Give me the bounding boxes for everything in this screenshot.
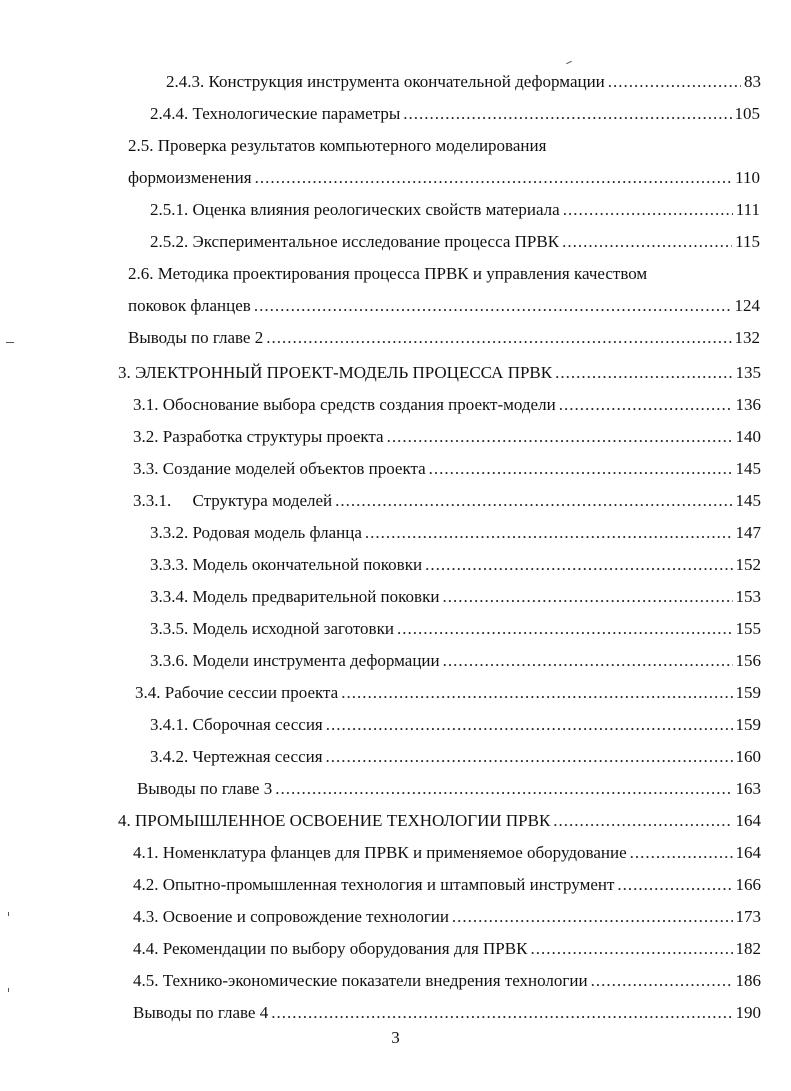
- toc-entry-3-4: [135, 679, 761, 707]
- toc-entry-4-4: [133, 935, 761, 963]
- toc-leader-dots: [442, 583, 732, 611]
- toc-entry-title: 3.1. Обоснование выбора средств создания проект-модели: [133, 395, 556, 414]
- toc-entry-page: 132: [734, 328, 760, 347]
- toc-leader-dots: [255, 164, 733, 192]
- toc-leader-dots: [563, 196, 733, 224]
- toc-leader-dots: [608, 68, 741, 96]
- scan-speck: [566, 61, 572, 64]
- toc-leader-dots: [553, 807, 732, 835]
- toc-entry-page: 105: [734, 104, 760, 123]
- toc-leader-dots: [530, 935, 732, 963]
- toc-leader-dots: [562, 228, 732, 256]
- toc-entry-4-1: [133, 839, 761, 867]
- toc-entry-page: 136: [735, 395, 761, 414]
- toc-entry-title: 3.3. Создание моделей объектов проекта: [133, 459, 426, 478]
- toc-entry-title: 3.3.1. Структура моделей: [133, 491, 333, 510]
- toc-entry-page: 160: [735, 747, 761, 766]
- toc-entry-3-3-4: [150, 583, 761, 611]
- page-number: 3: [391, 1028, 400, 1047]
- toc-entry-title: 3.4.2. Чертежная сессия: [150, 747, 323, 766]
- toc-entry-conclusions-3: [137, 775, 761, 803]
- toc-entry-page: 135: [735, 363, 761, 382]
- toc-entry-title: 3.3.4. Модель предварительной поковки: [150, 587, 440, 606]
- toc-leader-dots: [559, 391, 733, 419]
- toc-leader-dots: [271, 999, 732, 1027]
- toc-leader-dots: [591, 967, 733, 995]
- toc-leader-dots: [452, 903, 733, 931]
- toc-entry-page: 166: [735, 875, 761, 894]
- toc-entry-title: 3.2. Разработка структуры проекта: [133, 427, 384, 446]
- toc-entry-conclusions-4: [133, 999, 761, 1027]
- toc-leader-dots: [326, 711, 733, 739]
- toc-entry-3-3-3: [150, 551, 761, 579]
- toc-entry-title: 2.5. Проверка результатов компьютерного моделирования: [128, 136, 547, 155]
- toc-entry-title: 3.4.1. Сборочная сессия: [150, 715, 323, 734]
- toc-entry-3-2: [133, 423, 761, 451]
- toc-entry-page: 110: [735, 168, 760, 187]
- toc-entry-4-5: [133, 967, 761, 995]
- toc-entry-2-6-cont: [128, 292, 760, 320]
- toc-entry-title: 4.1. Номенклатура фланцев для ПРВК и применяемое оборудование: [133, 843, 627, 862]
- toc-entry-page: 159: [735, 683, 761, 702]
- toc-entry-page: 147: [735, 523, 761, 542]
- toc-entry-page: 153: [735, 587, 761, 606]
- toc-entry-page: 145: [735, 491, 761, 510]
- toc-entry-page: 83: [744, 72, 761, 91]
- toc-entry-2-4-3: [166, 68, 761, 96]
- toc-entry-page: 111: [735, 200, 760, 219]
- toc-chapter-3: [118, 359, 761, 387]
- toc-entry-title: формоизменения: [128, 168, 252, 187]
- toc-entry-page: 190: [735, 1003, 761, 1022]
- toc-entry-2-6: [128, 260, 760, 288]
- toc-entry-page: 164: [735, 811, 761, 830]
- toc-entry-title: 2.5.1. Оценка влияния реологических свойств материала: [150, 200, 560, 219]
- toc-leader-dots: [429, 455, 733, 483]
- toc-entry-title: 2.5.2. Экспериментальное исследование процесса ПРВК: [150, 232, 560, 251]
- toc-entry-title: 4.4. Рекомендации по выбору оборудования для ПРВК: [133, 939, 528, 958]
- toc-entry-2-5: [128, 132, 760, 160]
- toc-entry-title: 2.6. Методика проектирования процесса ПРВК и управления качеством: [128, 264, 648, 283]
- toc-leader-dots: [266, 324, 731, 352]
- toc-leader-dots: [335, 487, 732, 515]
- toc-entry-page: 156: [735, 651, 761, 670]
- scan-speck: [6, 342, 14, 343]
- toc-entry-page: 152: [735, 555, 761, 574]
- toc-entry-3-3: [133, 455, 761, 483]
- toc-entry-4-3: [133, 903, 761, 931]
- toc-leader-dots: [341, 679, 732, 707]
- toc-entry-title: 2.4.4. Технологические параметры: [150, 104, 401, 123]
- toc-entry-2-5-1: [150, 196, 760, 224]
- toc-entry-page: 115: [735, 232, 760, 251]
- toc-entry-page: 124: [734, 296, 760, 315]
- toc-entry-title: 3. ЭЛЕКТРОННЫЙ ПРОЕКТ-МОДЕЛЬ ПРОЦЕССА ПРВК: [118, 363, 553, 382]
- toc-entry-conclusions-2: [128, 324, 760, 352]
- toc-entry-title: Выводы по главе 4: [133, 1003, 269, 1022]
- toc-entry-title: Выводы по главе 3: [137, 779, 273, 798]
- toc-entry-4-2: [133, 871, 761, 899]
- toc-entry-3-3-5: [150, 615, 761, 643]
- toc-leader-dots: [403, 100, 731, 128]
- toc-entry-page: 164: [735, 843, 761, 862]
- toc-entry-title: 3.3.5. Модель исходной заготовки: [150, 619, 394, 638]
- toc-leader-dots: [254, 292, 732, 320]
- toc-entry-2-5-cont: [128, 164, 760, 192]
- toc-entry-title: 4.3. Освоение и сопровождение технологии: [133, 907, 449, 926]
- toc-entry-title: 4. ПРОМЫШЛЕННОЕ ОСВОЕНИЕ ТЕХНОЛОГИИ ПРВК: [118, 811, 551, 830]
- toc-entry-title: 4.5. Технико-экономические показатели внедрения технологии: [133, 971, 588, 990]
- toc-entry-title: 3.3.3. Модель окончательной поковки: [150, 555, 423, 574]
- toc-leader-dots: [397, 615, 733, 643]
- toc-entry-page: 163: [735, 779, 761, 798]
- toc-entry-2-4-4: [150, 100, 760, 128]
- toc-chapter-4: [118, 807, 761, 835]
- toc-entry-3-3-2: [150, 519, 761, 547]
- toc-entry-page: 145: [735, 459, 761, 478]
- toc-entry-page: 186: [735, 971, 761, 990]
- toc-entry-3-1: [133, 391, 761, 419]
- toc-entry-page: 140: [735, 427, 761, 446]
- toc-entry-title: Выводы по главе 2: [128, 328, 264, 347]
- toc-leader-dots: [326, 743, 733, 771]
- toc-leader-dots: [443, 647, 733, 675]
- scan-speck: [8, 988, 9, 992]
- toc-entry-title: 3.3.2. Родовая модель фланца: [150, 523, 362, 542]
- toc-entry-title: 3.4. Рабочие сессии проекта: [135, 683, 339, 702]
- toc-entry-3-3-1: [133, 487, 761, 515]
- toc-leader-dots: [555, 359, 732, 387]
- toc-entry-page: 173: [735, 907, 761, 926]
- toc-leader-dots: [630, 839, 733, 867]
- toc-leader-dots: [275, 775, 732, 803]
- toc-leader-dots: [425, 551, 732, 579]
- toc-entry-2-5-2: [150, 228, 760, 256]
- toc-leader-dots: [387, 423, 733, 451]
- toc-entry-page: 182: [735, 939, 761, 958]
- toc-entry-title: поковок фланцев: [128, 296, 251, 315]
- toc-entry-page: 155: [735, 619, 761, 638]
- toc-entry-3-4-1: [150, 711, 761, 739]
- toc-entry-title: 2.4.3. Конструкция инструмента окончательной деформации: [166, 72, 605, 91]
- scan-speck: [8, 912, 9, 916]
- toc-entry-page: 159: [735, 715, 761, 734]
- toc-leader-dots: [617, 871, 732, 899]
- toc-entry-title: 4.2. Опытно-промышленная технология и штамповый инструмент: [133, 875, 615, 894]
- toc-leader-dots: [365, 519, 733, 547]
- toc-entry-3-4-2: [150, 743, 761, 771]
- toc-entry-title: 3.3.6. Модели инструмента деформации: [150, 651, 440, 670]
- toc-entry-3-3-6: [150, 647, 761, 675]
